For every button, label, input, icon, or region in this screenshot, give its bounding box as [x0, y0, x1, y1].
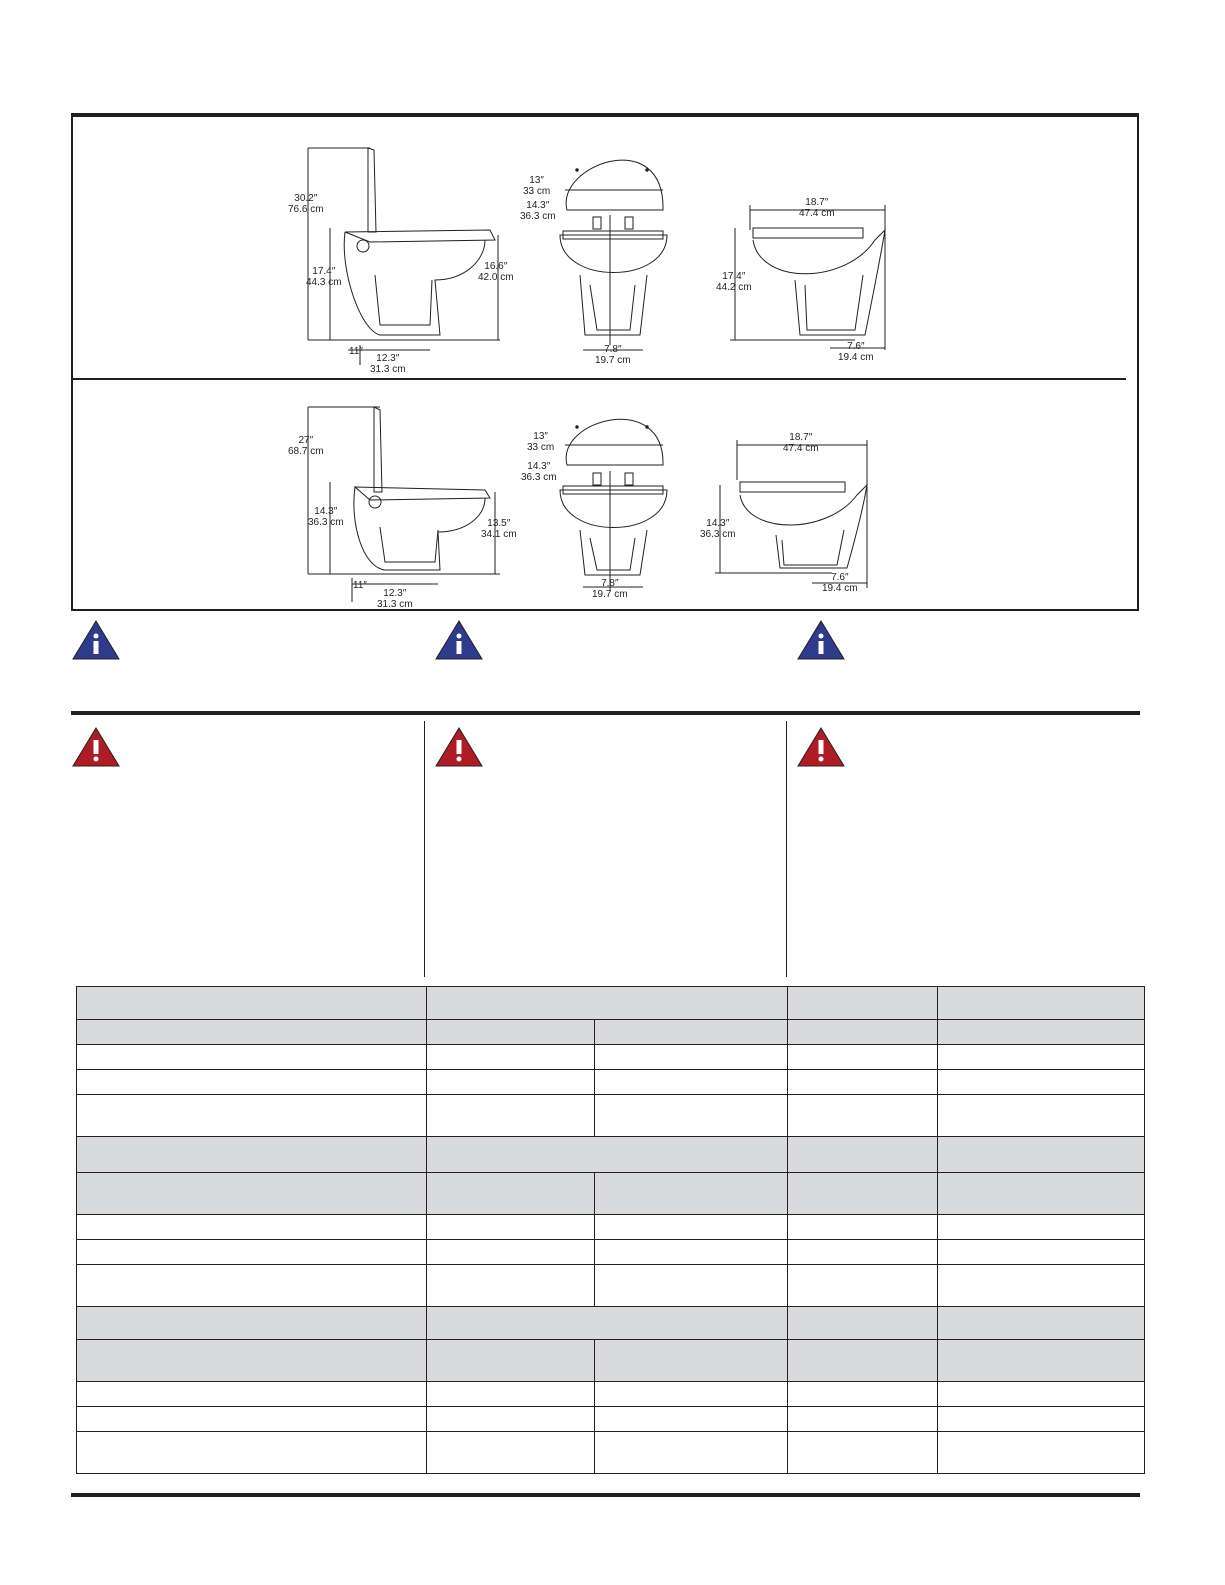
dim-top-length: 14.3″ 36.3 cm — [521, 461, 557, 483]
front-view-drawing-row2 — [712, 440, 887, 590]
dim-top-base: 7.8″ 19.7 cm — [592, 578, 628, 600]
table-row — [77, 1173, 1145, 1215]
table-row — [77, 1045, 1145, 1070]
table-row — [77, 1020, 1145, 1045]
table-row — [77, 1215, 1145, 1240]
info-triangle-icon — [72, 620, 120, 660]
dim-front-height: 14.3″ 36.3 cm — [700, 518, 736, 540]
dim-top-width: 13″ 33 cm — [523, 175, 551, 197]
warning-triangle-icon — [72, 727, 120, 767]
dim-front-base: 7.6″ 19.4 cm — [838, 341, 874, 363]
column-divider — [424, 721, 425, 977]
dim-top-base: 7.8″ 19.7 cm — [595, 344, 631, 366]
dim-seat-height: 17.4″ 44.3 cm — [306, 266, 342, 288]
dim-total-height: 30.2″ 76.6 cm — [288, 193, 324, 215]
dim-bowl-height: 13.5″ 34.1 cm — [481, 518, 517, 540]
table-row — [77, 1382, 1145, 1407]
table-row — [77, 1432, 1145, 1474]
info-triangle-icon — [435, 620, 483, 660]
dim-rough-in: 11″ — [349, 346, 363, 357]
table-row — [77, 1095, 1145, 1137]
table-row — [77, 1407, 1145, 1432]
dim-rough-in: 11″ — [353, 580, 367, 591]
side-view-drawing-row1 — [300, 140, 540, 375]
spec-table — [76, 986, 1145, 1474]
dim-front-length: 18.7″ 47.4 cm — [783, 432, 819, 454]
top-view-drawing-row2 — [555, 405, 675, 600]
dim-seat-height: 14.3″ 36.3 cm — [308, 506, 344, 528]
dim-depth: 12.3″ 31.3 cm — [377, 588, 413, 610]
dim-total-height: 27″ 68.7 cm — [288, 435, 324, 457]
top-view-drawing-row1 — [555, 145, 675, 360]
footer-divider — [71, 1493, 1140, 1497]
dim-top-width: 13″ 33 cm — [527, 431, 555, 453]
dim-front-height: 17.4″ 44.2 cm — [716, 271, 752, 293]
table-row — [77, 1340, 1145, 1382]
table-row — [77, 1137, 1145, 1173]
table-row — [77, 987, 1145, 1020]
warning-triangle-icon — [435, 727, 483, 767]
section-divider — [71, 711, 1140, 715]
dim-front-base: 7.6″ 19.4 cm — [822, 572, 858, 594]
dim-bowl-height: 16.6″ 42.0 cm — [478, 261, 514, 283]
table-row — [77, 1240, 1145, 1265]
dim-depth: 12.3″ 31.3 cm — [370, 353, 406, 375]
column-divider — [786, 721, 787, 977]
warning-triangle-icon — [797, 727, 845, 767]
diagram-row-divider — [71, 378, 1126, 380]
table-row — [77, 1265, 1145, 1307]
side-view-drawing-row2 — [300, 402, 540, 607]
dim-front-length: 18.7″ 47.4 cm — [799, 197, 835, 219]
table-row — [77, 1070, 1145, 1095]
table-row — [77, 1307, 1145, 1340]
dim-top-length: 14.3″ 36.3 cm — [520, 200, 556, 222]
info-triangle-icon — [797, 620, 845, 660]
